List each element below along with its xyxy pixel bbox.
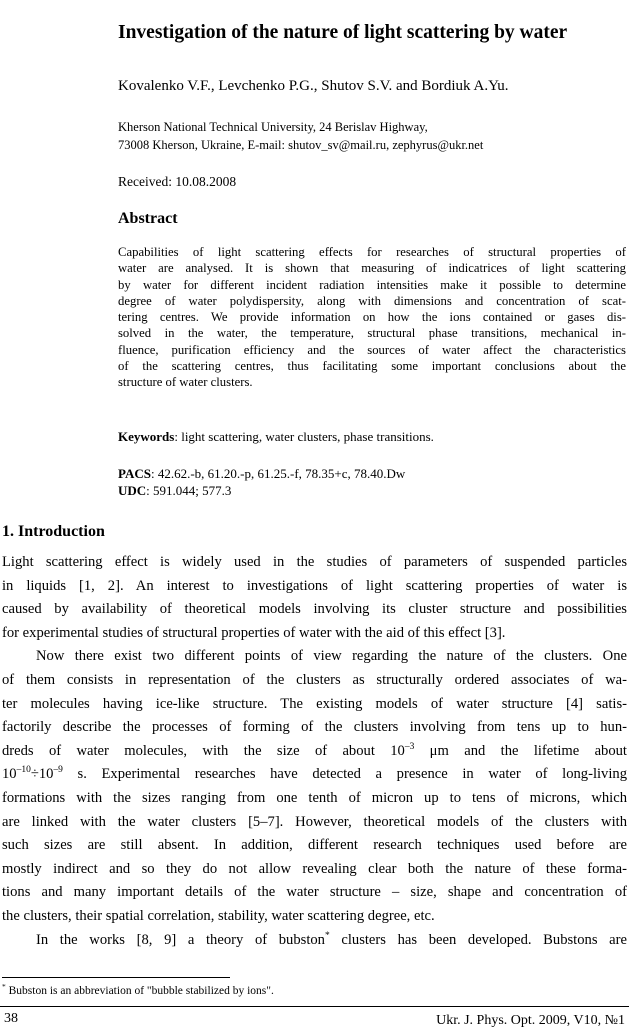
abstract-line: Capabilities of light scattering effects for researches of structural properties of: [118, 245, 626, 259]
abstract-line: water are analysed. It is shown that measuring of indicatrices of light scattering: [118, 261, 626, 276]
page-number: 38: [4, 1011, 18, 1026]
footer-rule: [0, 1006, 629, 1007]
lifetime-exponent-a: –10: [16, 765, 31, 776]
abstract-line: tering centres. We provide information on how the ions contained or gases dis-: [118, 310, 626, 325]
abstract-line: degree of water polydispersity, along with dimensions and concentration of scat-: [118, 293, 626, 308]
classification-codes: [118, 465, 405, 499]
footnote-text: Bubston is an abbreviation of "bubble stabilized by ions".: [5, 985, 274, 997]
footnote: [2, 982, 274, 997]
body-line: factorily describe the processes of forming of the clusters involving from tens up to hun-: [2, 719, 627, 736]
body-line: in liquids [1, 2]. An interest to investigations of light scattering properties of water is: [2, 577, 627, 594]
abstract-line: fluence, purification efficiency and the sources of water affect the characteristics: [118, 342, 626, 357]
body-line: tions and many important details of the water structure – size, shape and concentration of: [2, 884, 627, 901]
pacs-label: PACS: [118, 466, 151, 481]
size-rest: μm and the lifetime about: [414, 742, 627, 759]
udc-line: [118, 482, 405, 499]
footnote-mark: *: [2, 982, 6, 992]
footnote-marker: *: [324, 930, 330, 941]
affiliation-line-2: 73008 Kherson, Ukraine, E-mail: shutov_sv@mail.ru, zephyrus@ukr.net: [118, 138, 484, 152]
abstract-line: of the scattering centres, thus facilitating some important conclusions about the: [118, 359, 626, 374]
lifetime-div: ÷10: [30, 766, 54, 783]
keywords-label: Keywords: [118, 429, 175, 444]
body-line: mostly indirect and so they do not allow revealing clear both the nature of these forma-: [2, 860, 627, 877]
received-date: Received: 10.08.2008: [118, 174, 237, 189]
body-line: Now there exist two different points of view regarding the nature of the clusters. One: [36, 648, 627, 665]
footnote-rule: [2, 977, 230, 978]
size-exponent: –3: [404, 741, 415, 752]
body-line: of them consists in representation of the clusters as structurally ordered associates of wa-: [2, 671, 627, 688]
body-line: caused by availability of theoretical models involving its cluster structure and possibilities: [2, 601, 627, 618]
abstract-line: by water for different incident radiation intensities make it possible to determine: [118, 277, 626, 292]
body-line: formations with the sizes ranging from one tenth of micron up to tens of microns, which: [2, 789, 627, 806]
body-line: the clusters, their spatial correlation, stability, water scattering degree, etc.: [2, 907, 435, 924]
abstract-line: solved in the water, the temperature, structural phase transitions, mechanical in-: [118, 326, 626, 341]
pacs-line: [118, 465, 405, 482]
affiliation: [118, 118, 483, 154]
section-heading: 1. Introduction: [2, 523, 105, 540]
keywords-text: : light scattering, water clusters, phase transitions.: [174, 429, 434, 444]
pacs-codes: : 42.62.-b, 61.20.-p, 61.25.-f, 78.35+c, 78.40.Dw: [150, 466, 406, 481]
body-line: ter molecules having ice-like structure. The existing models of water structure [4] satis-: [2, 695, 627, 712]
bubston-text: In the works [8, 9] a theory of bubston: [36, 931, 325, 948]
body-line: [2, 929, 627, 953]
size-text: dreds of water molecules, with the size of about 10: [2, 742, 405, 759]
body-line: are linked with the water clusters [5–7]. However, theoretical models of the clusters with: [2, 813, 627, 830]
body-line: [2, 763, 627, 787]
body-text: [2, 551, 627, 952]
keywords: [118, 429, 434, 445]
abstract-text: [118, 244, 626, 391]
abstract-heading: Abstract: [118, 210, 178, 227]
lifetime-exponent-b: –9: [53, 765, 63, 776]
abstract-line: structure of water clusters.: [118, 375, 253, 390]
lifetime-rest: s. Experimental researches have detected a presence in water of long-living: [62, 766, 627, 783]
affiliation-line-1: Kherson National Technical University, 24 Berislav Highway,: [118, 120, 428, 134]
udc-codes: : 591.044; 577.3: [146, 483, 232, 498]
body-line: [2, 740, 627, 764]
lifetime-base: 10: [2, 766, 17, 783]
body-line: for experimental studies of structural properties of water with the aid of this effect [3].: [2, 624, 506, 641]
article-title: Investigation of the nature of light scattering by water: [118, 22, 568, 43]
body-line: Light scattering effect is widely used in the studies of parameters of suspended particles: [2, 554, 627, 570]
journal-citation: Ukr. J. Phys. Opt. 2009, V10, №1: [436, 1013, 625, 1028]
authors: Kovalenko V.F., Levchenko P.G., Shutov S.V. and Bordiuk A.Yu.: [118, 78, 509, 94]
bubston-rest: clusters has been developed. Bubstons are: [329, 931, 627, 948]
body-line: such sizes are still absent. In addition, different research techniques used before are: [2, 837, 627, 854]
udc-label: UDC: [118, 483, 147, 498]
